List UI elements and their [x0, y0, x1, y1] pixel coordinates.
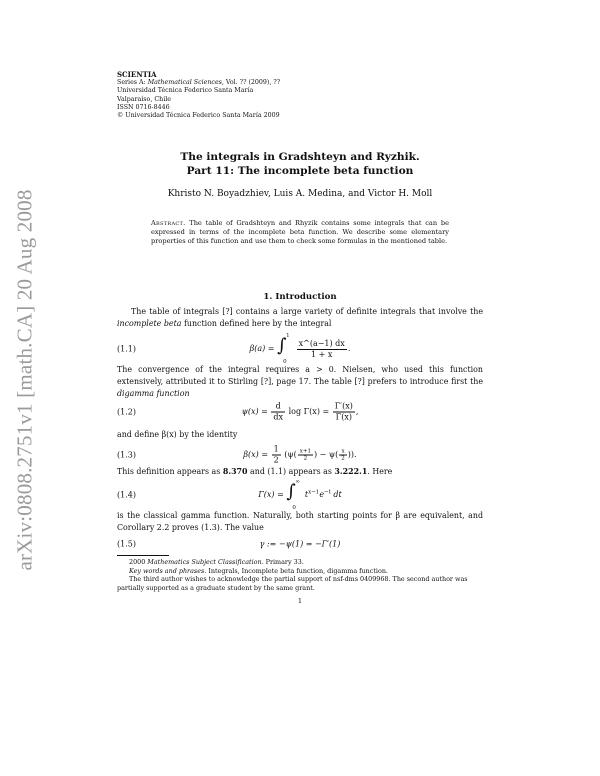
denominator: 1 + x [297, 349, 347, 360]
arxiv-stamp-text: arXiv:0808.2751v1 [math.CA] 20 Aug 2008 [12, 189, 37, 571]
equation-number: (1.5) [117, 539, 136, 549]
eq-lhs: Γ(x) = [258, 490, 284, 499]
fraction [339, 448, 347, 462]
series-prefix: Series A: [117, 79, 148, 87]
eq-text: γ := −ψ(1) = −Γ′(1) [259, 539, 341, 549]
paper-title [117, 150, 483, 178]
lower-limit: 0 [283, 359, 287, 365]
numerator: d [275, 401, 281, 411]
fraction [272, 445, 281, 466]
series-italic: Mathematical Sciences [147, 79, 222, 87]
fraction [298, 448, 313, 462]
equation-number: (1.1) [117, 344, 136, 354]
authors: Khristo N. Boyadzhiev, Luis A. Medina, and Victor H. Moll [167, 189, 433, 199]
p2-italic: digamma function [117, 389, 190, 398]
equation-number: (1.2) [117, 407, 136, 417]
equation-1-4 [117, 480, 483, 510]
p1-text: The table of integrals [?] contains a large variety of definite integrals that involve the [131, 307, 483, 316]
equation-body [117, 540, 483, 549]
paragraph-1 [117, 306, 483, 330]
differential: dt [330, 490, 342, 499]
msc-prefix: 2000 [129, 558, 148, 566]
equation-1-3 [117, 443, 483, 467]
fraction [297, 339, 347, 360]
integrand: e [319, 490, 325, 499]
upper-limit: ∞ [295, 479, 300, 485]
abstract-text: The table of Gradshteyn and Rhyzik contains some integrals that can be expressed in terms of the incomplete beta function. We describe some elementary properties of this function and use them to check some formulas in the mentioned table. [151, 219, 449, 246]
series-suffix: , Vol. ?? (2009), ?? [221, 79, 281, 87]
p2-text: The convergence of the integral requires a > 0. Nielsen, who used this function extensively, attributed it to Stirling [?], page 17. The table [?] prefers to introduce first the [117, 365, 483, 386]
eq-lhs: β(a) = [249, 344, 275, 353]
denominator: Γ(x) [333, 412, 355, 423]
p4-text: This definition appears as [117, 467, 223, 476]
p4-bold-ref: 8.370 [222, 467, 248, 476]
integral-sign: ∫ ∞ 0 [286, 479, 300, 511]
fraction [271, 402, 285, 423]
abstract [151, 219, 449, 246]
numerator: x [341, 448, 345, 454]
p1-text-end: function defined here by the integral [181, 319, 332, 328]
numerator: 1 [273, 444, 279, 454]
p4-text-mid: and (1.1) appears as [247, 467, 335, 476]
numerator: x^(a−1) dx [298, 338, 345, 348]
section-title: 1. Introduction [263, 292, 337, 302]
paragraph-4 [117, 466, 483, 478]
exponent: x−1 [308, 489, 320, 496]
journal-header [117, 71, 280, 120]
journal-name: SCIENTIA [117, 70, 157, 79]
equation-body: β(x) = $\frac{1}{2}$ (ψ( $\frac{x+1}{2}$ ) − ψ( $\frac{x}{2}$ )). [243, 444, 357, 465]
exponent: −t [324, 489, 331, 496]
paragraph-2 [117, 364, 483, 400]
equation-1-2 [117, 400, 483, 424]
journal-line: © Universidad Técnica Federico Santa María 2009 [117, 112, 280, 120]
equation-1-1 [117, 334, 483, 364]
eq-mid: log Γ(x) = [288, 407, 330, 416]
equation-1-5 [117, 537, 483, 551]
keywords-text: Integrals, Incomplete beta function, digamma function. [206, 566, 388, 575]
footnote-rule [117, 555, 169, 556]
equation-number: (1.4) [117, 490, 136, 500]
journal-series [117, 79, 280, 87]
title-line-2: Part 11: The incomplete beta function [186, 165, 414, 177]
footnote-keywords [117, 567, 483, 576]
equation-body: β(a) = ∫ 1 0 $\frac{x\^{}(a-1) dx}{1 + x}$ . [249, 333, 351, 365]
footnotes [117, 558, 483, 592]
numerator: x+1 [299, 448, 311, 454]
title-line-1: The integrals in Gradshteyn and Ryzhik. [180, 151, 420, 163]
equation-body [117, 479, 483, 511]
paragraph-3: and define β(x) by the identity [117, 430, 238, 439]
lower-limit: 0 [292, 505, 296, 511]
keywords-label: Key words and phrases. [129, 566, 207, 575]
abstract-label: Abstract. [151, 219, 186, 227]
denominator: 2 [273, 455, 279, 465]
journal-line: Valparaíso, Chile [117, 95, 171, 103]
arxiv-side-stamp [10, 160, 40, 600]
equation-body: ψ(x) = $\frac{d}{dx}$ log Γ(x) = $\frac{\Gamma'(x)}{\Gamma(x)}$ , [241, 401, 359, 422]
denominator: dx [273, 412, 284, 422]
upper-limit: 1 [286, 333, 290, 339]
eq-lhs: β(x) = [243, 450, 269, 459]
footnote-ack: The third author wishes to acknowledge the partial support of nsf-dms 0409968. The second author was partially supported as a graduate student by the same grant. [117, 575, 468, 592]
denominator: 2 [341, 455, 345, 462]
journal-line: Universidad Técnica Federico Santa María [117, 87, 254, 95]
eq-lhs: ψ(x) = [241, 407, 268, 416]
integral-sign: ∫ 1 0 [277, 333, 290, 365]
p4-text-end: . Here [367, 467, 393, 476]
paragraph-5: is the classical gamma function. Naturally, both starting points for β are equivalent, and Corollary 2.2 proves (1.3). The value [117, 511, 483, 532]
numerator: Γ′(x) [334, 401, 353, 411]
denominator: 2 [298, 455, 313, 463]
p1-italic: incomplete beta [117, 319, 182, 328]
page-number: 1 [297, 597, 303, 605]
p4-bold-ref: 3.222.1 [334, 467, 368, 476]
footnote-msc [117, 558, 483, 567]
msc-label: Mathematics Subject Classification. [147, 558, 264, 566]
fraction [333, 402, 355, 423]
integrand: t [304, 490, 309, 499]
msc-text: Primary 33. [263, 558, 304, 566]
equation-number: (1.3) [117, 450, 136, 460]
journal-line: ISSN 0716-8446 [117, 103, 170, 111]
